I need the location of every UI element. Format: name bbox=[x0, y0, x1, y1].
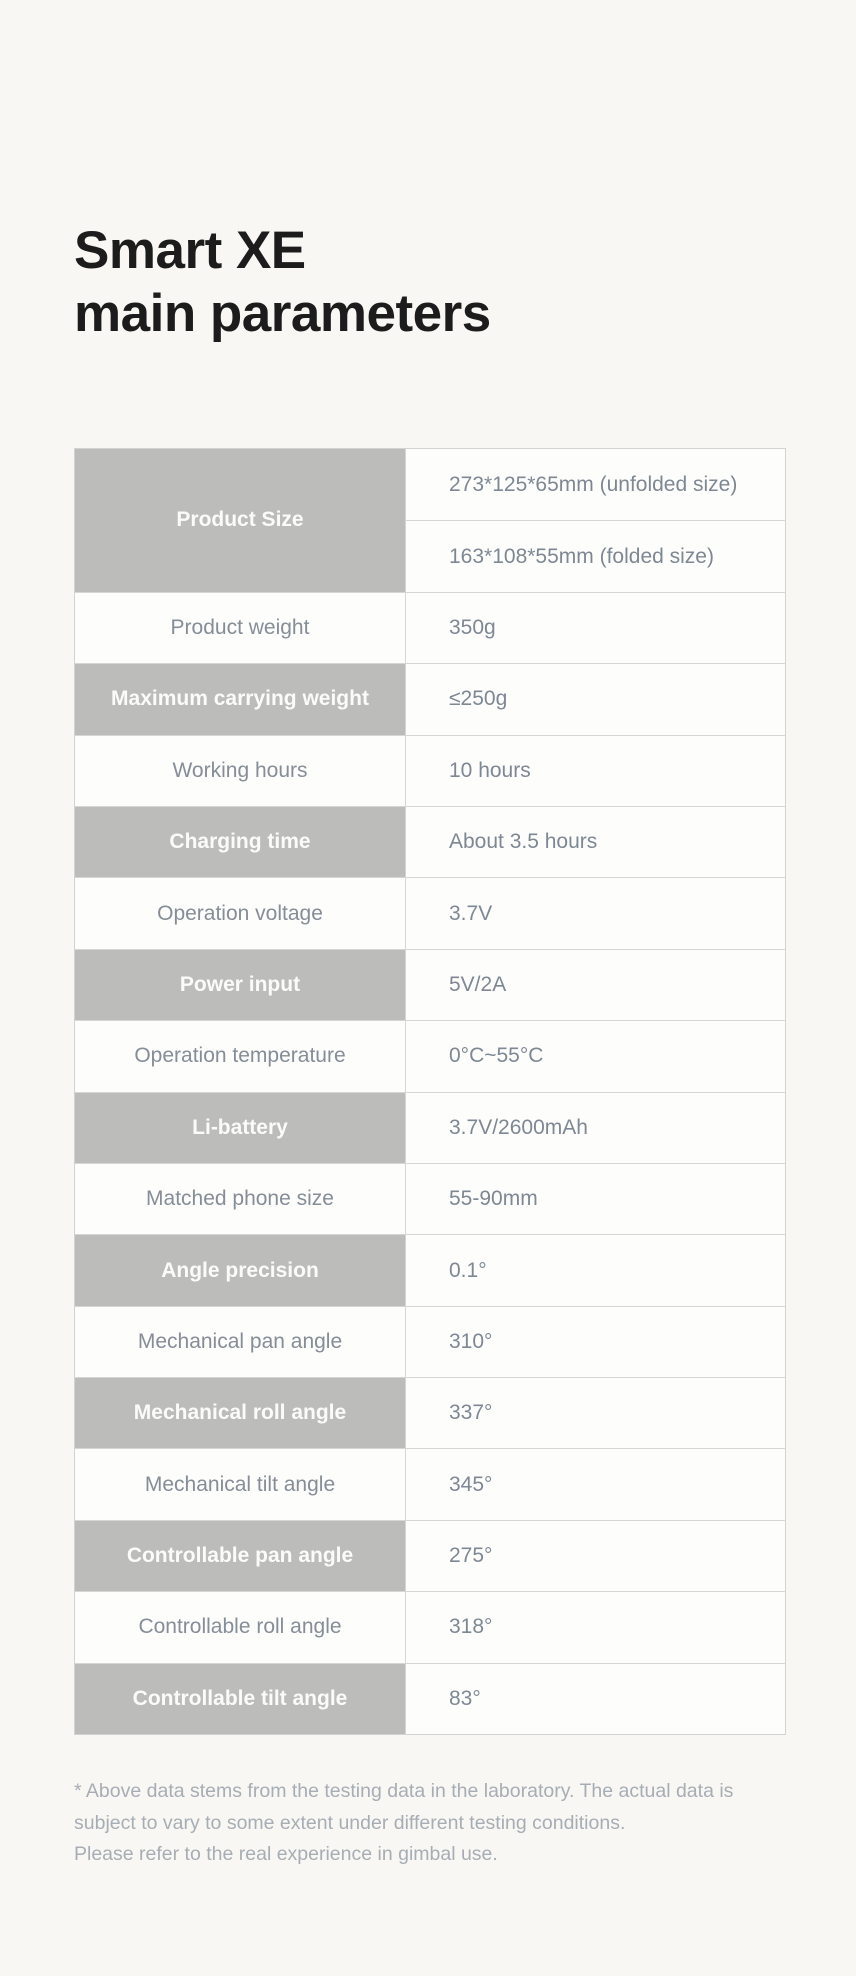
spec-label: Working hours bbox=[75, 736, 406, 806]
table-row-mechanical-tilt-angle bbox=[75, 1448, 785, 1519]
spec-value: 337° bbox=[449, 1401, 493, 1425]
spec-label: Controllable pan angle bbox=[75, 1521, 406, 1591]
table-row-angle-precision bbox=[75, 1234, 785, 1305]
table-row-product-weight bbox=[75, 592, 785, 663]
footnote-line: * Above data stems from the testing data in the laboratory. The actual data is bbox=[74, 1780, 734, 1802]
spec-label: Mechanical tilt angle bbox=[75, 1449, 406, 1519]
spec-value: 345° bbox=[449, 1472, 493, 1496]
spec-label: Mechanical pan angle bbox=[75, 1307, 406, 1377]
table-row-mechanical-pan-angle bbox=[75, 1306, 785, 1377]
spec-label: Charging time bbox=[75, 807, 406, 877]
table-row-product-size bbox=[75, 449, 785, 592]
title-line-1: Smart XE bbox=[74, 221, 306, 280]
spec-value: 55-90mm bbox=[449, 1187, 538, 1211]
page-title bbox=[74, 219, 491, 345]
table-row-controllable-pan-angle bbox=[75, 1520, 785, 1591]
table-row-mechanical-roll-angle bbox=[75, 1377, 785, 1448]
spec-label: Product weight bbox=[75, 593, 406, 663]
footnote-line: subject to vary to some extent under different testing conditions. bbox=[74, 1811, 626, 1834]
spec-value: 350g bbox=[449, 615, 496, 639]
table-row-power-input bbox=[75, 949, 785, 1020]
spec-value: 3.7V/2600mAh bbox=[449, 1115, 588, 1139]
spec-label: Maximum carrying weight bbox=[75, 664, 406, 734]
spec-label: Operation temperature bbox=[75, 1021, 406, 1091]
table-row-controllable-tilt-angle bbox=[75, 1663, 785, 1734]
spec-label: Li-battery bbox=[75, 1093, 406, 1163]
spec-value-group bbox=[406, 449, 785, 592]
spec-value: 0°C~55°C bbox=[449, 1044, 544, 1068]
spec-value-unfolded: 273*125*65mm (unfolded size) bbox=[449, 472, 738, 496]
spec-label: Controllable tilt angle bbox=[75, 1664, 406, 1734]
table-row-charging-time bbox=[75, 806, 785, 877]
spec-label: Controllable roll angle bbox=[75, 1592, 406, 1662]
spec-label: Angle precision bbox=[75, 1235, 406, 1305]
spec-value: 5V/2A bbox=[449, 972, 507, 996]
table-row-max-carrying-weight bbox=[75, 663, 785, 734]
table-row-matched-phone-size bbox=[75, 1163, 785, 1234]
spec-label: Mechanical roll angle bbox=[75, 1378, 406, 1448]
spec-value: 318° bbox=[449, 1615, 493, 1639]
table-row-controllable-roll-angle bbox=[75, 1591, 785, 1662]
spec-value: About 3.5 hours bbox=[449, 830, 598, 854]
spec-value-folded: 163*108*55mm (folded size) bbox=[406, 520, 785, 591]
spec-value: 310° bbox=[449, 1329, 493, 1353]
title-line-2: main parameters bbox=[74, 284, 491, 343]
spec-label: Power input bbox=[75, 950, 406, 1020]
table-row-working-hours bbox=[75, 735, 785, 806]
spec-value: ≤250g bbox=[449, 687, 508, 711]
spec-value: 275° bbox=[449, 1544, 493, 1568]
spec-label: Operation voltage bbox=[75, 878, 406, 948]
table-row-operation-temperature bbox=[75, 1020, 785, 1091]
spec-table bbox=[74, 448, 786, 1735]
spec-value: 0.1° bbox=[449, 1258, 487, 1282]
footnote bbox=[74, 1776, 804, 1871]
table-row-li-battery bbox=[75, 1092, 785, 1163]
spec-value: 10 hours bbox=[449, 758, 531, 782]
spec-value: 3.7V bbox=[449, 901, 493, 925]
footnote-line: Please refer to the real experience in gimbal use. bbox=[74, 1843, 498, 1865]
spec-value: 83° bbox=[449, 1686, 481, 1710]
table-row-operation-voltage bbox=[75, 877, 785, 948]
spec-label: Product Size bbox=[75, 449, 406, 592]
spec-label: Matched phone size bbox=[75, 1164, 406, 1234]
